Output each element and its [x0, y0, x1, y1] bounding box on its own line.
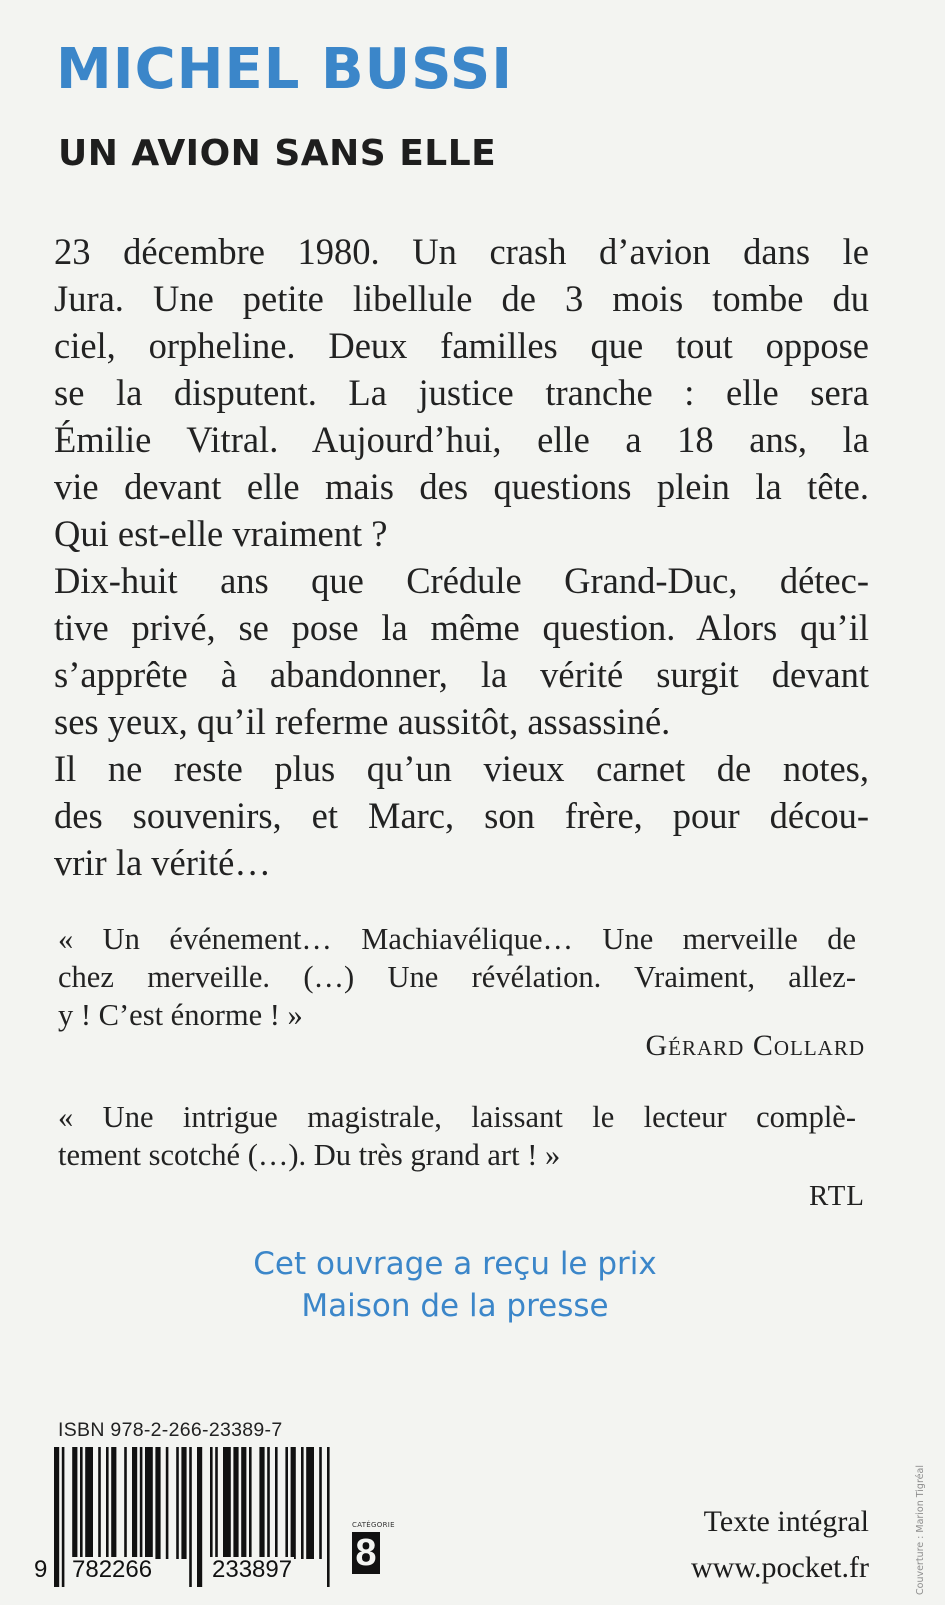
quote-line: chez merveille. (…) Une révélation. Vraiment, allez- [58, 960, 856, 994]
blurb-line: vie devant elle mais des questions plein la tête. [54, 466, 869, 507]
blurb-line: vrir la vérité… [54, 842, 271, 883]
press-quote-2 [58, 1098, 856, 1174]
barcode-bar [140, 1447, 143, 1559]
barcode-first-digit: 9 [34, 1556, 48, 1583]
quote-line: y ! C’est énorme ! » [58, 998, 303, 1032]
barcode-bar [181, 1447, 186, 1559]
barcode-bar [54, 1447, 59, 1587]
barcode-bar [327, 1447, 330, 1587]
blurb-line: s’apprête à abandonner, la vérité surgit devant [54, 654, 869, 695]
blurb-line: des souvenirs, et Marc, son frère, pour décou- [54, 795, 869, 836]
blurb-line: Jura. Une petite libellule de 3 mois tombe du [54, 278, 869, 319]
blurb-line: Qui est-elle vraiment ? [54, 513, 388, 554]
barcode-bar [197, 1447, 202, 1587]
barcode-bar [215, 1447, 218, 1559]
quote-attribution: RTL [808, 1180, 865, 1212]
barcode-bar [189, 1447, 192, 1587]
quote-line: « Une intrigue magistrale, laissant le lecteur complè- [58, 1100, 856, 1134]
blurb-line: tive privé, se pose la même question. Alors qu’il [54, 607, 869, 648]
barcode-left-group: 782266 [72, 1556, 153, 1583]
prize-notice [0, 1243, 910, 1327]
quote-attribution: Gérard Collard [645, 1029, 865, 1062]
barcode-bar [155, 1447, 160, 1559]
quote-line: tement scotché (…). Du très grand art ! » [58, 1138, 561, 1172]
blurb-line: se la disputent. La justice tranche : elle sera [54, 372, 869, 413]
barcode-bar [176, 1447, 179, 1559]
prize-line: Cet ouvrage a reçu le prix [253, 1246, 657, 1282]
category-label: CATÉGORIE [352, 1521, 395, 1529]
price-category [352, 1520, 395, 1574]
barcode [32, 1447, 372, 1587]
barcode-bar [210, 1447, 213, 1559]
blurb-line: Il ne reste plus qu’un vieux carnet de notes, [54, 748, 869, 789]
barcode-bar [85, 1447, 93, 1559]
barcode-bar [319, 1447, 322, 1559]
unabridged-text-label: Texte intégral [703, 1505, 869, 1538]
author-name: MICHEL BUSSI [56, 37, 514, 102]
blurb-line: ses yeux, qu’il referme aussitôt, assassiné. [54, 701, 671, 742]
cover-credit: Couverture : Marion Tigréal [915, 1465, 926, 1595]
quote-line: « Un événement… Machiavélique… Une merveille de [58, 922, 856, 956]
publisher-info [691, 1499, 869, 1591]
barcode-bar [106, 1447, 109, 1559]
category-number: 8 [352, 1532, 380, 1574]
back-cover-blurb [54, 228, 869, 886]
barcode-bar [241, 1447, 246, 1559]
blurb-line: Dix-huit ans que Crédule Grand-Duc, détec- [54, 560, 869, 601]
barcode-bar [306, 1447, 314, 1559]
book-title: UN AVION SANS ELLE [58, 133, 497, 174]
barcode-bar [72, 1447, 77, 1559]
publisher-url: www.pocket.fr [691, 1551, 869, 1584]
barcode-bar [291, 1447, 296, 1559]
barcode-bar [259, 1447, 264, 1559]
barcode-bar [132, 1447, 137, 1559]
barcode-bar [124, 1447, 127, 1559]
barcode-bar [301, 1447, 304, 1559]
blurb-line: 23 décembre 1980. Un crash d’avion dans le [54, 231, 869, 272]
barcode-bar [249, 1447, 252, 1559]
press-quote-1 [58, 920, 856, 1034]
barcode-bar [223, 1447, 231, 1559]
barcode-bar [166, 1447, 169, 1559]
blurb-line: ciel, orpheline. Deux familles que tout oppose [54, 325, 869, 366]
barcode-bar [145, 1447, 153, 1559]
prize-line: Maison de la presse [301, 1288, 609, 1324]
barcode-bar [62, 1447, 65, 1587]
barcode-right-group: 233897 [212, 1556, 293, 1583]
barcode-bar [233, 1447, 238, 1559]
blurb-line: Émilie Vitral. Aujourd’hui, elle a 18 ans, la [54, 419, 869, 460]
barcode-bar [275, 1447, 278, 1559]
barcode-bar [111, 1447, 116, 1559]
barcode-bar [98, 1447, 101, 1559]
barcode-bar [80, 1447, 83, 1559]
isbn: ISBN 978-2-266-23389-7 [58, 1419, 283, 1441]
barcode-bar [285, 1447, 288, 1559]
barcode-bar [267, 1447, 270, 1559]
